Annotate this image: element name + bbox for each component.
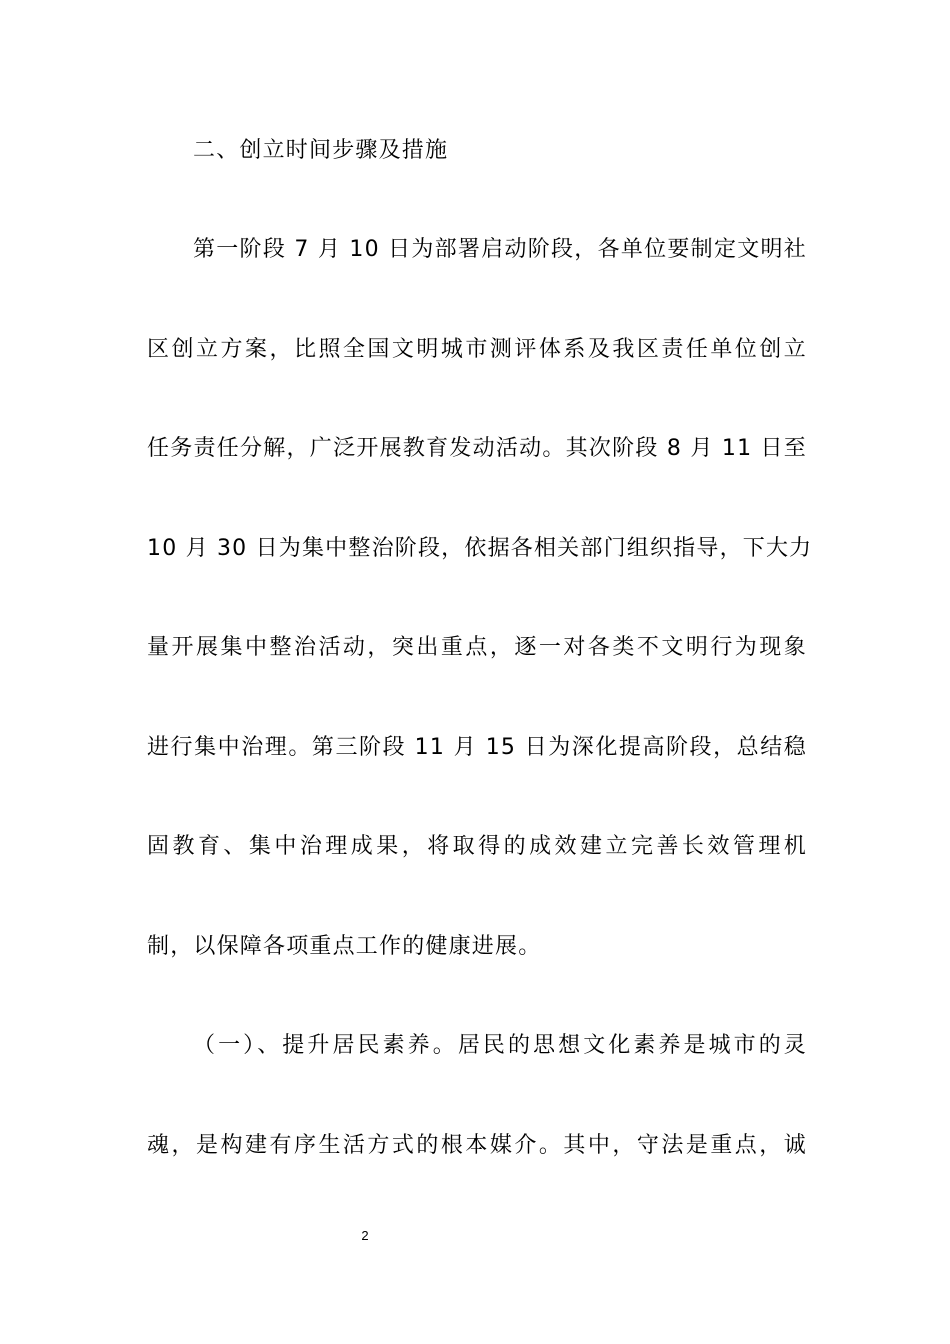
paragraph-line: 固教育、集中治理成果，将取得的成效建立完善长效管理机 xyxy=(147,834,807,859)
paragraph-line: 第一阶段 7 月 10 日为部署启动阶段，各单位要制定文明社 xyxy=(193,237,807,262)
paragraph-line: 区创立方案，比照全国文明城市测评体系及我区责任单位创立 xyxy=(147,337,807,362)
page-number: 2 xyxy=(361,1228,369,1243)
paragraph-line: （一）、提升居民素养。居民的思想文化素养是城市的灵 xyxy=(193,1033,807,1058)
paragraph-line: 制，以保障各项重点工作的健康进展。 xyxy=(147,934,542,959)
section-heading: 二、创立时间步骤及措施 xyxy=(193,138,449,163)
paragraph-line: 量开展集中整治活动，突出重点，逐一对各类不文明行为现象 xyxy=(147,635,807,660)
paragraph-line: 进行集中治理。第三阶段 11 月 15 日为深化提高阶段，总结稳 xyxy=(147,735,807,760)
paragraph-line: 任务责任分解，广泛开展教育发动活动。其次阶段 8 月 11 日至 xyxy=(147,436,807,461)
paragraph-line: 魂，是构建有序生活方式的根本媒介。其中，守法是重点，诚 xyxy=(147,1133,807,1158)
paragraph-line: 10 月 30 日为集中整治阶段，依据各相关部门组织指导，下大力 xyxy=(147,536,813,561)
